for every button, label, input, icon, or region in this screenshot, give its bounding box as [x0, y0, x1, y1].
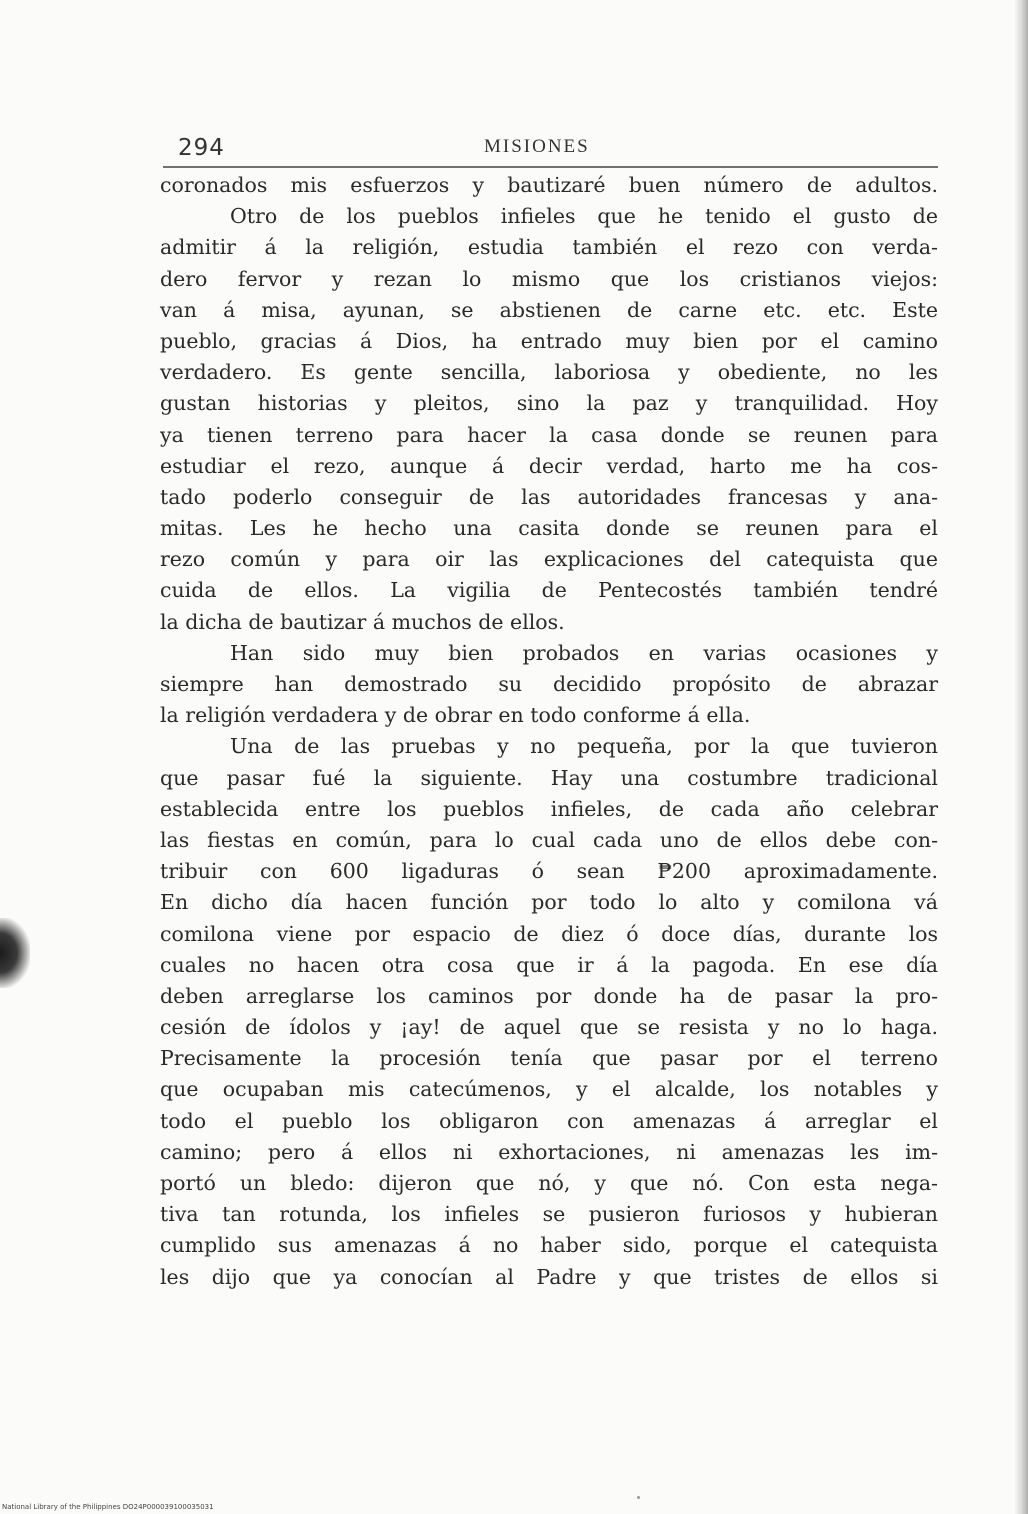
text-line: Otro de los pueblos infieles que he tenido el gusto de — [230, 204, 938, 229]
running-header — [160, 133, 950, 167]
footer-credit: National Library of the Philippines DO24P000039100035031 — [2, 1503, 214, 1511]
text-line: van á misa, ayunan, se abstienen de carne etc. etc. Este — [160, 297, 938, 322]
text-line: gustan historias y pleitos, sino la paz y tranquilidad. Hoy — [160, 391, 938, 416]
text-line: verdadero. Es gente sencilla, laboriosa y obediente, no les — [160, 360, 938, 385]
text-line: Han sido muy bien probados en varias ocasiones y — [230, 640, 938, 665]
page-number: 294 — [178, 135, 225, 161]
text-line: la dicha de bautizar á muchos de ellos. — [160, 609, 565, 634]
text-line: En dicho día hacen función por todo lo alto y comilona vá — [160, 890, 938, 915]
text-line: estudiar el rezo, aunque á decir verdad, harto me ha cos- — [160, 453, 938, 478]
text-line: la religión verdadera y de obrar en todo conforme á ella. — [160, 703, 751, 728]
text-line: mitas. Les he hecho una casita donde se reunen para el — [160, 516, 938, 541]
text-line: comilona viene por espacio de diez ó doce días, durante los — [160, 921, 938, 946]
text-line: tiva tan rotunda, los infieles se pusieron furiosos y hubieran — [160, 1202, 938, 1227]
text-line: cumplido sus amenazas á no haber sido, porque el catequista — [160, 1233, 938, 1258]
text-line: cuales no hacen otra cosa que ir á la pagoda. En ese día — [160, 952, 938, 977]
text-line: rezo común y para oir las explicaciones del catequista que — [160, 547, 938, 572]
text-line: deben arreglarse los caminos por donde ha de pasar la pro- — [160, 983, 938, 1008]
text-line: tribuir con 600 ligaduras ó sean ₱200 aproximadamente. — [160, 859, 938, 884]
body-text — [160, 170, 938, 1293]
text-line: todo el pueblo los obligaron con amenazas á arreglar el — [160, 1108, 938, 1133]
text-line: camino; pero á ellos ni exhortaciones, ni amenazas les im- — [160, 1139, 938, 1164]
scan-thumb-shadow — [0, 918, 30, 988]
text-line: pueblo, gracias á Dios, ha entrado muy bien por el camino — [160, 328, 938, 353]
text-line: les dijo que ya conocían al Padre y que tristes de ellos si — [160, 1264, 938, 1289]
scan-speck — [637, 1496, 640, 1499]
header-rule — [163, 166, 938, 168]
running-title: MISIONES — [484, 136, 590, 157]
text-line: admitir á la religión, estudia también el rezo con verda- — [160, 235, 938, 260]
text-line: Precisamente la procesión tenía que pasar por el terreno — [160, 1046, 938, 1071]
text-line: coronados mis esfuerzos y bautizaré buen número de adultos. — [160, 173, 938, 197]
text-line: establecida entre los pueblos infieles, de cada año celebrar — [160, 796, 938, 821]
text-line: portó un bledo: dijeron que nó, y que nó. Con esta nega- — [160, 1171, 938, 1195]
text-line: que ocupaban mis catecúmenos, y el alcalde, los notables y — [160, 1077, 938, 1102]
text-line: ya tienen terreno para hacer la casa donde se reunen para — [160, 422, 938, 447]
text-line: cuida de ellos. La vigilia de Pentecostés también tendré — [160, 578, 938, 603]
text-line: cesión de ídolos y ¡ay! de aquel que se resista y no lo haga. — [160, 1015, 938, 1040]
text-line: que pasar fué la siguiente. Hay una costumbre tradicional — [160, 765, 938, 790]
text-line: Una de las pruebas y no pequeña, por la que tuvieron — [230, 734, 938, 759]
text-line: dero fervor y rezan lo mismo que los cristianos viejos: — [160, 266, 938, 291]
text-line: siempre han demostrado su decidido propósito de abrazar — [160, 672, 938, 696]
text-line: tado poderlo conseguir de las autoridades francesas y ana- — [160, 484, 938, 509]
text-line: las fiestas en común, para lo cual cada uno de ellos debe con- — [160, 827, 938, 852]
scan-page-edge — [1014, 0, 1028, 1514]
